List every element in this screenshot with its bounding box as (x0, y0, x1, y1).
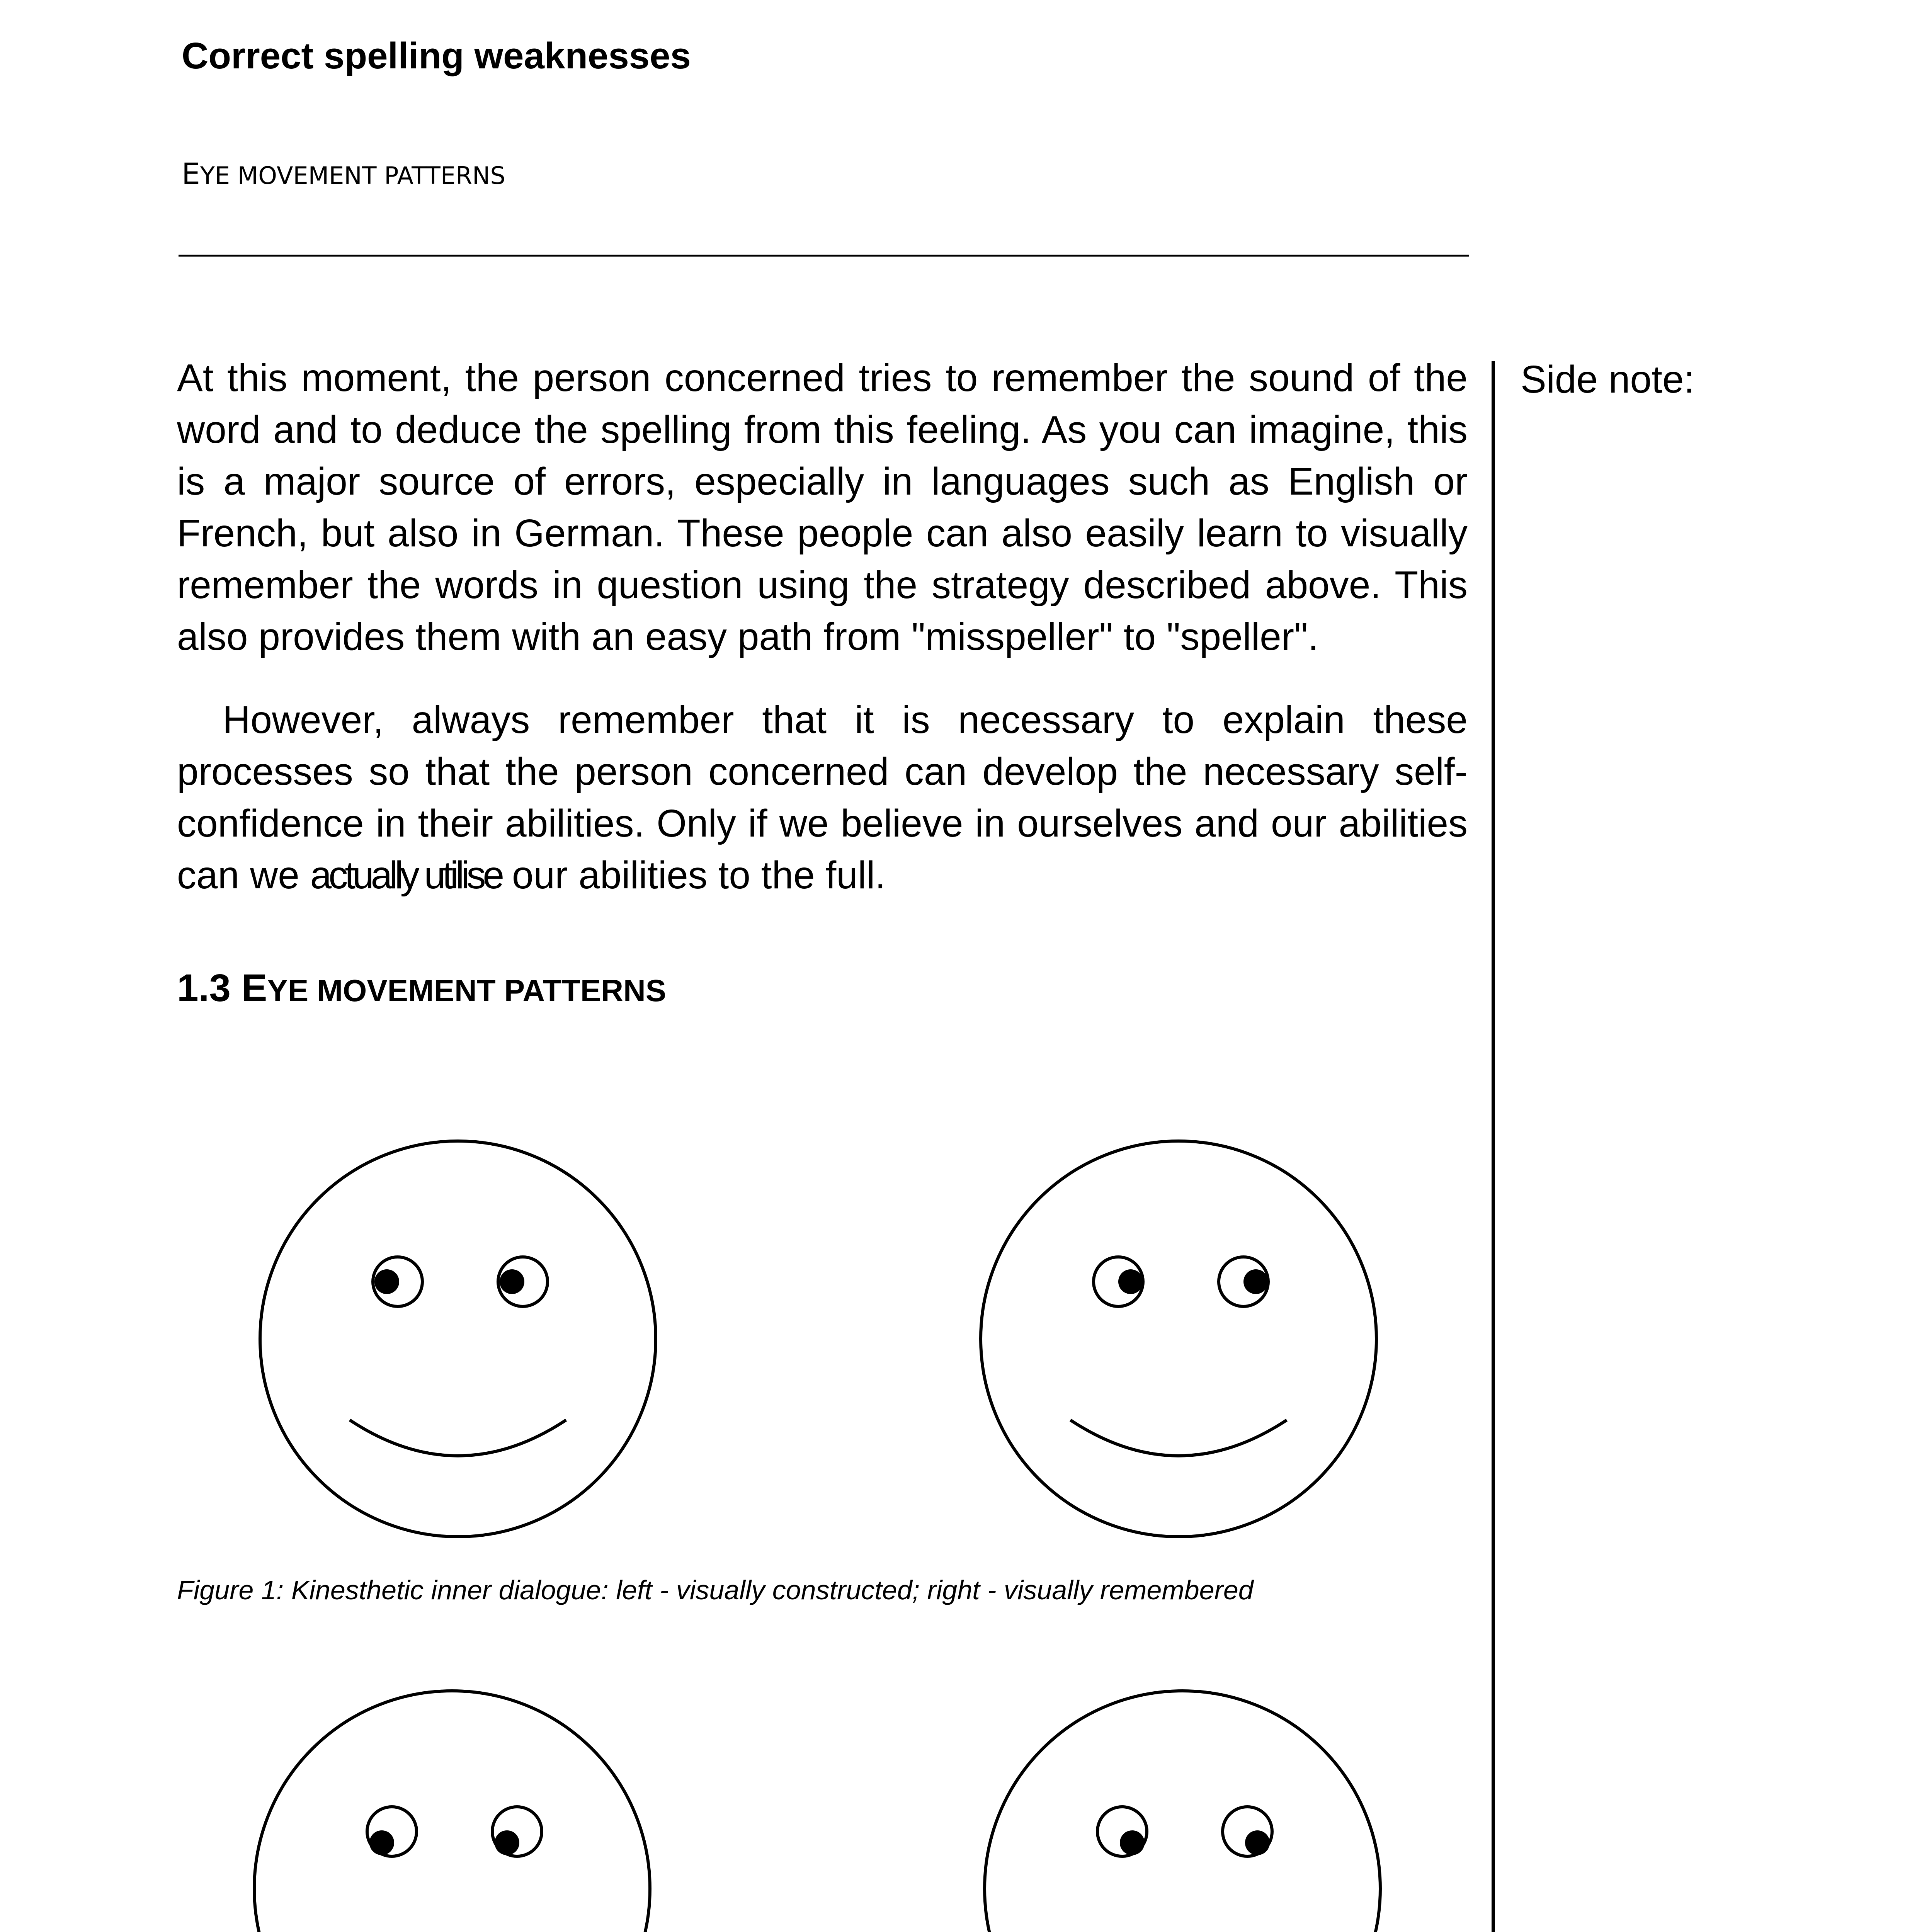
smiley-face-visually-constructed (255, 1138, 661, 1540)
paragraph-2-end: our abilities to the full. (501, 854, 886, 897)
body-paragraph-1: At this moment, the person concerned tries to remember the sound of the word and to deduce the spelling from this feeling. As you can imagine, this is a major source of errors, especially in languages such as English or French, but also in German. These people can also easily learn to visually remember the words in question using the strategy described above. This also provides them with an easy path from "misspeller" to "speller". (177, 356, 1468, 658)
running-header-rest: YE MOVEMENT PATTERNS (200, 162, 505, 190)
smiley-face-acoustically-constructed (249, 1688, 655, 1932)
paragraph-2-condensed: actually utilise (310, 854, 502, 897)
header-rule (179, 255, 1469, 257)
document-title: Correct spelling weaknesses (182, 35, 691, 77)
paragraph-2-start: However, always remember that it is necessary to explain these processes so that the person concerned can develop the necessary self-confidence in their abilities. Only if we believe in ourselves and our abilities can we (177, 698, 1468, 897)
side-note-label: Side note: (1521, 358, 1695, 401)
section-heading-number: 1.3 E (177, 966, 267, 1010)
side-note-rule (1492, 361, 1495, 1932)
running-header (182, 156, 505, 191)
running-header-initial: E (182, 156, 201, 191)
smiley-face-acoustically-remembered (980, 1688, 1385, 1932)
section-heading (177, 966, 666, 1010)
section-heading-rest: YE MOVEMENT PATTERNS (267, 973, 667, 1008)
body-paragraph-2 (177, 694, 1468, 901)
figure-1-caption: Figure 1: Kinesthetic inner dialogue: left - visually constructed; right - visually remembered (177, 1575, 1254, 1605)
smiley-face-visually-remembered (976, 1138, 1381, 1540)
